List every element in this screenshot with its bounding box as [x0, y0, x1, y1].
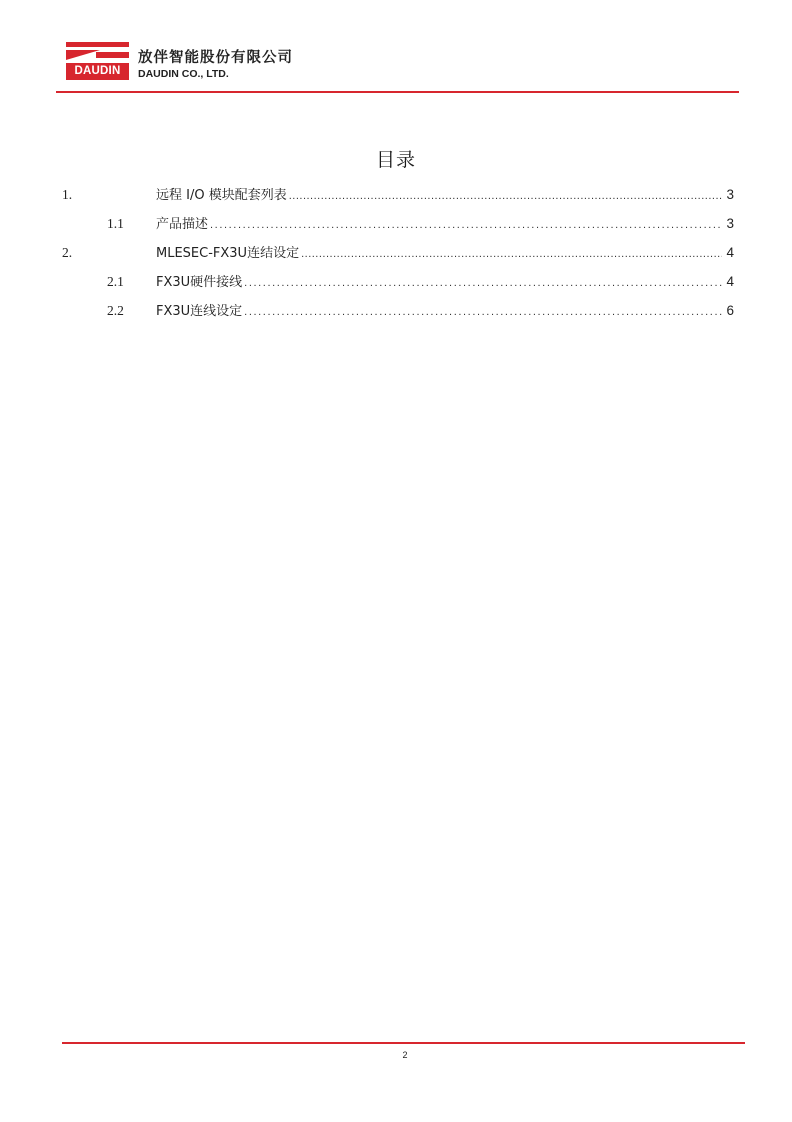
toc-dot-leader	[289, 182, 722, 211]
toc-entry-label: FX3U连线设定	[156, 304, 243, 319]
header-divider	[56, 91, 739, 93]
page-number: 2	[402, 1050, 408, 1060]
toc-dot-leader	[244, 269, 722, 298]
toc-entry-number: 2.2	[107, 303, 124, 318]
toc-dot-leader	[210, 211, 722, 240]
logo-top-stripe	[66, 42, 129, 47]
toc-entry[interactable]	[62, 296, 734, 325]
toc-entry-page: 6	[726, 303, 734, 318]
toc-entry-page: 3	[726, 216, 734, 231]
toc-entry[interactable]	[62, 267, 734, 296]
toc-entry-label: MLESEC-FX3U连结设定	[156, 246, 300, 261]
toc-entry-number: 1.	[62, 187, 73, 202]
toc-dot-leader	[301, 240, 722, 269]
footer-divider	[62, 1042, 745, 1044]
daudin-logo	[66, 40, 129, 86]
toc-entry-label: FX3U硬件接线	[156, 275, 243, 290]
toc-entry-label: 远程 I/O 模块配套列表	[156, 188, 287, 203]
company-name-cn: 放伴智能股份有限公司	[138, 50, 293, 66]
toc-entry-page: 3	[726, 187, 734, 202]
toc-entry-number: 1.1	[107, 216, 124, 231]
toc-entry-page: 4	[726, 245, 734, 260]
toc-entry[interactable]	[62, 209, 734, 238]
company-name-block	[138, 49, 293, 81]
table-of-contents	[62, 180, 734, 325]
toc-title: 目录	[375, 149, 416, 171]
logo-wordmark: DAUDIN	[66, 63, 129, 80]
logo-mid-stripe	[66, 50, 129, 60]
toc-dot-leader	[244, 298, 722, 327]
toc-entry[interactable]	[62, 180, 734, 209]
toc-entry-label: 产品描述	[156, 217, 209, 232]
page-header	[66, 40, 738, 92]
toc-entry-number: 2.	[62, 245, 73, 260]
toc-entry-page: 4	[726, 274, 734, 289]
toc-entry[interactable]	[62, 238, 734, 267]
company-name-en: DAUDIN CO., LTD.	[138, 68, 229, 80]
toc-entry-number: 2.1	[107, 274, 124, 289]
